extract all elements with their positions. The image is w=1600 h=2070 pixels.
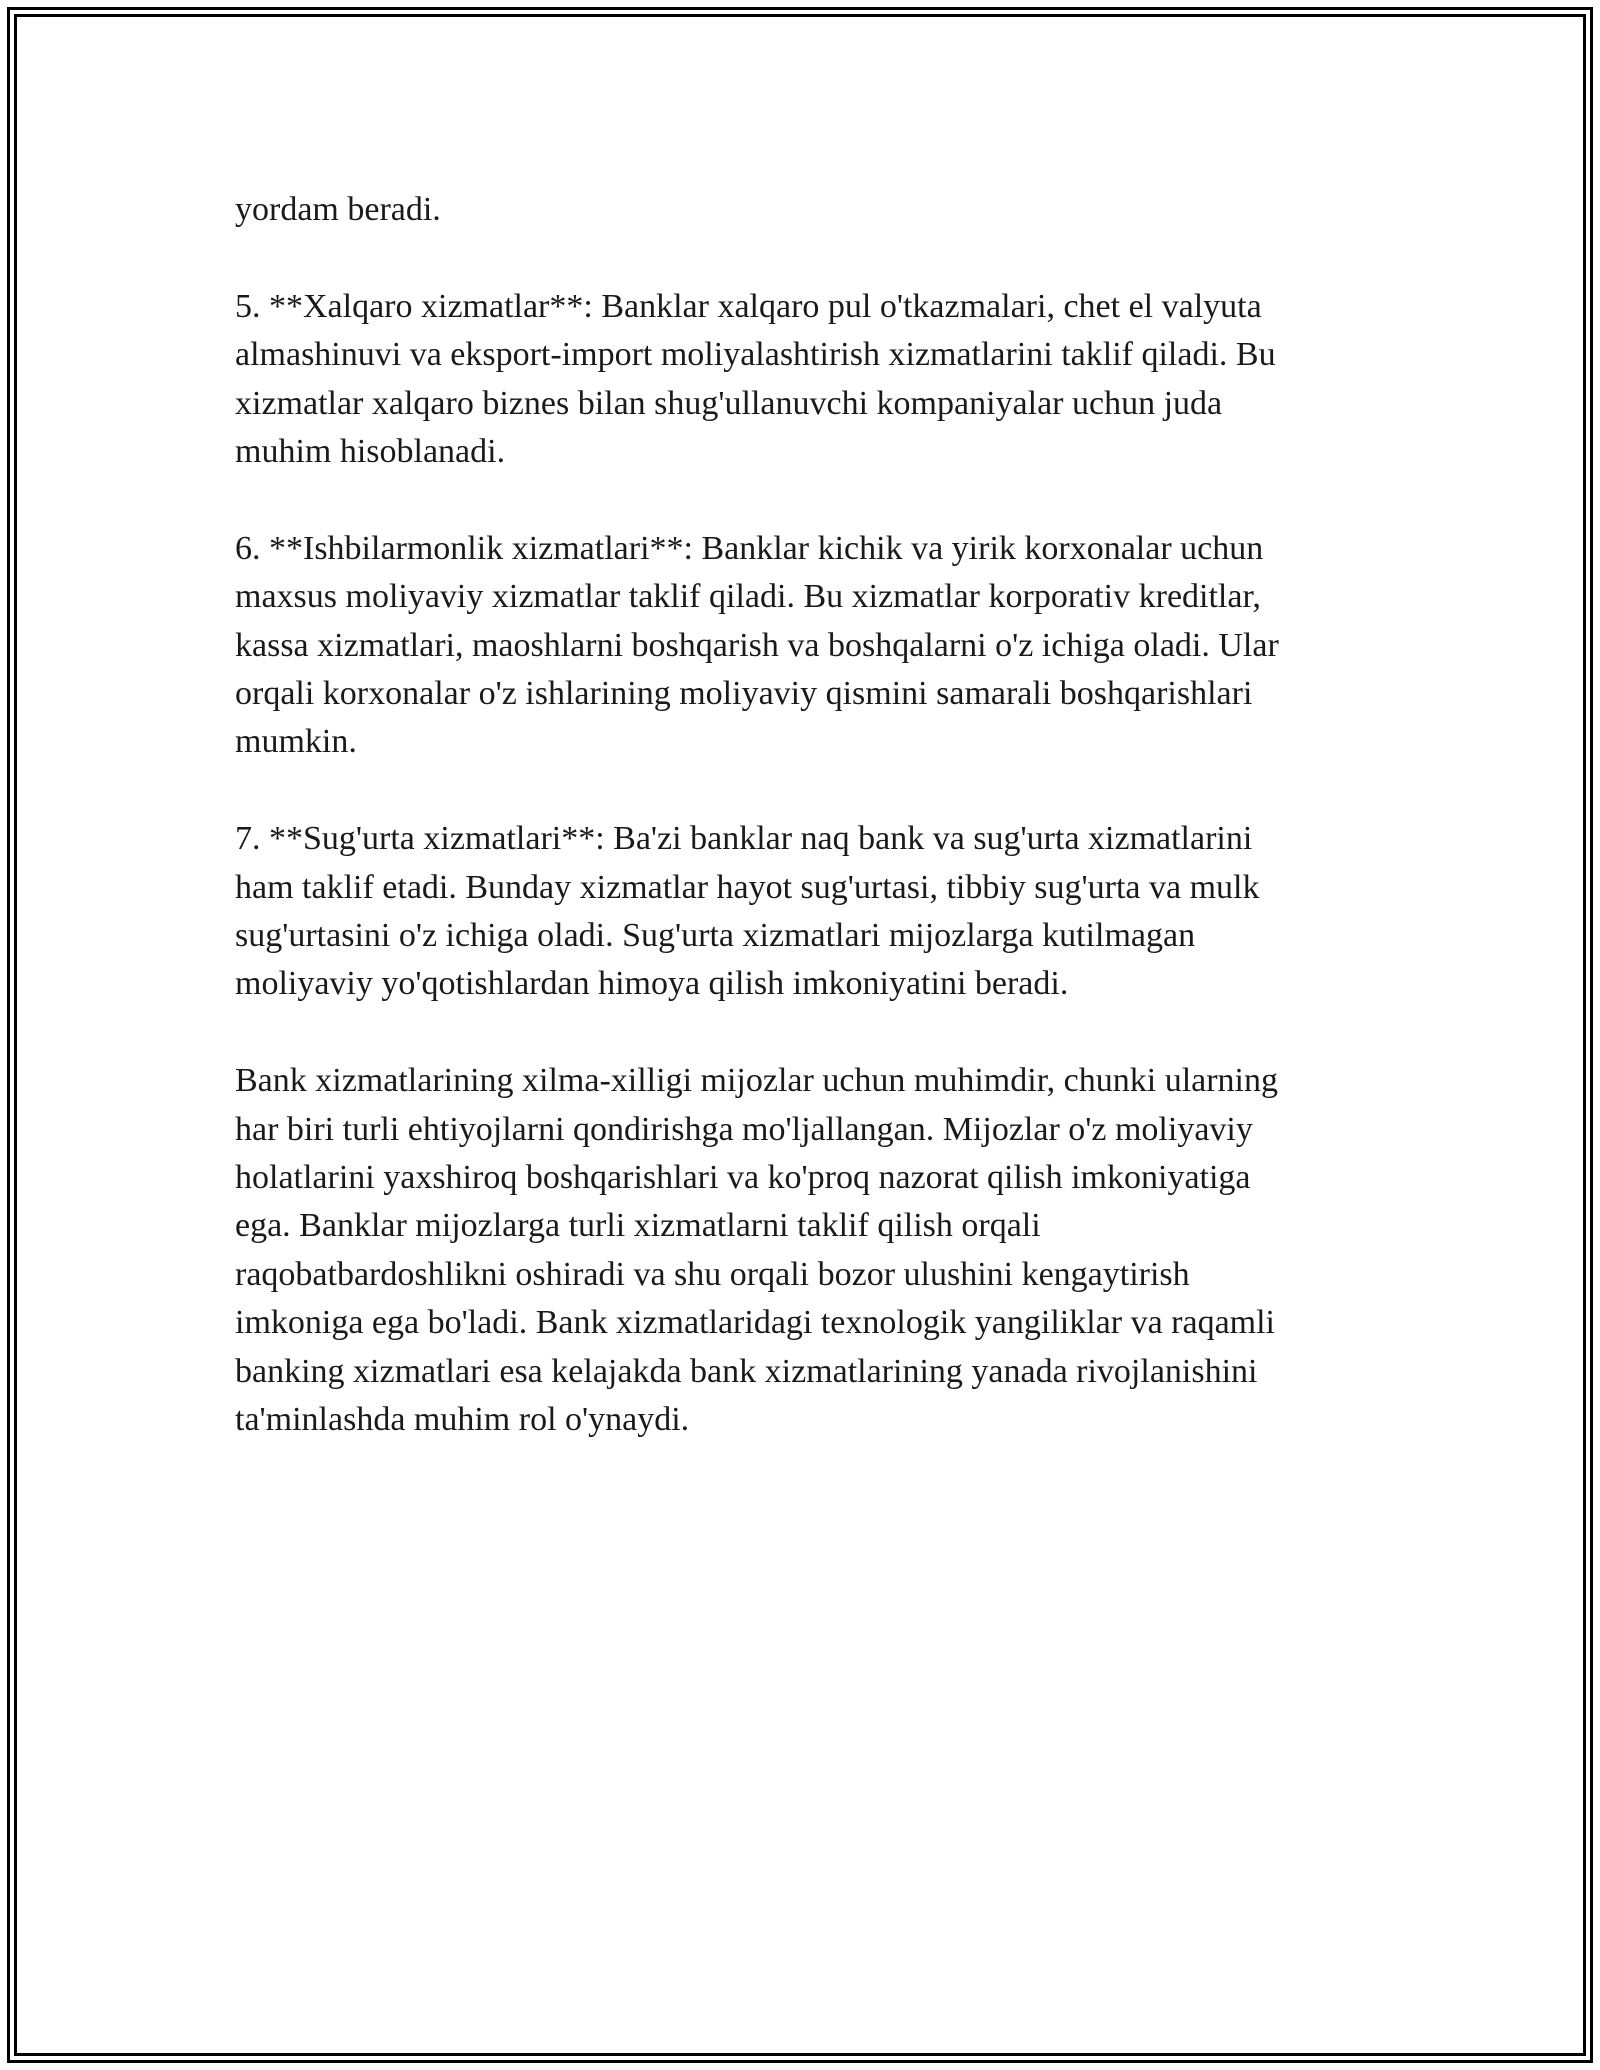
document-body [235, 186, 1385, 1493]
paragraph-conclusion [235, 1057, 1385, 1444]
text-line: moliyaviy yo'qotishlardan himoya qilish imkoniyatini beradi. [235, 965, 1069, 1003]
text-line: ega. Banklar mijozlarga turli xizmatlarni taklif qilish orqali [235, 1207, 1041, 1245]
text-line: almashinuvi va eksport-import moliyalashtirish xizmatlarini taklif qiladi. Bu [235, 336, 1276, 374]
text-line: muhim hisoblanadi. [235, 433, 506, 471]
paragraph-international-services [235, 283, 1385, 477]
text-line: sug'urtasini o'z ichiga oladi. Sug'urta xizmatlari mijozlarga kutilmagan [235, 917, 1196, 955]
paragraph-business-services [235, 525, 1385, 767]
text-line: xizmatlar xalqaro biznes bilan shug'ullanuvchi kompaniyalar uchun juda [235, 384, 1223, 422]
paragraph-insurance-services [235, 815, 1385, 1009]
paragraph-continuation [235, 186, 1385, 234]
text-line: Bank xizmatlarining xilma-xilligi mijozlar uchun muhimdir, chunki ularning [235, 1062, 1278, 1100]
text-line: kassa xizmatlari, maoshlarni boshqarish va boshqalarni o'z ichiga oladi. Ular [235, 626, 1279, 664]
text-line: raqobatbardoshlikni oshiradi va shu orqali bozor ulushini kengaytirish [235, 1255, 1190, 1293]
text-line: holatlarini yaxshiroq boshqarishlari va ko'proq nazorat qilish imkoniyatiga [235, 1159, 1251, 1197]
text-line: 5. **Xalqaro xizmatlar**: Banklar xalqaro pul o'tkazmalari, chet el valyuta [235, 287, 1262, 325]
text-line: yordam beradi. [235, 191, 441, 228]
text-line: ta'minlashda muhim rol o'ynaydi. [235, 1401, 690, 1439]
text-line: imkoniga ega bo'ladi. Bank xizmatlaridagi texnologik yangiliklar va raqamli [235, 1304, 1276, 1342]
text-line: 7. **Sug'urta xizmatlari**: Ba'zi banklar naq bank va sug'urta xizmatlarini [235, 820, 1253, 858]
text-line: maxsus moliyaviy xizmatlar taklif qiladi. Bu xizmatlar korporativ kreditlar, [235, 578, 1261, 616]
text-line: ham taklif etadi. Bunday xizmatlar hayot sug'urtasi, tibbiy sug'urta va mulk [235, 868, 1260, 906]
text-line: har biri turli ehtiyojlarni qondirishga mo'ljallangan. Mijozlar o'z moliyaviy [235, 1110, 1253, 1148]
text-line: 6. **Ishbilarmonlik xizmatlari**: Banklar kichik va yirik korxonalar uchun [235, 529, 1264, 567]
text-line: banking xizmatlari esa kelajakda bank xizmatlarining yanada rivojlanishini [235, 1352, 1258, 1390]
text-line: mumkin. [235, 723, 357, 761]
text-line: orqali korxonalar o'z ishlarining moliyaviy qismini samarali boshqarishlari [235, 675, 1253, 713]
